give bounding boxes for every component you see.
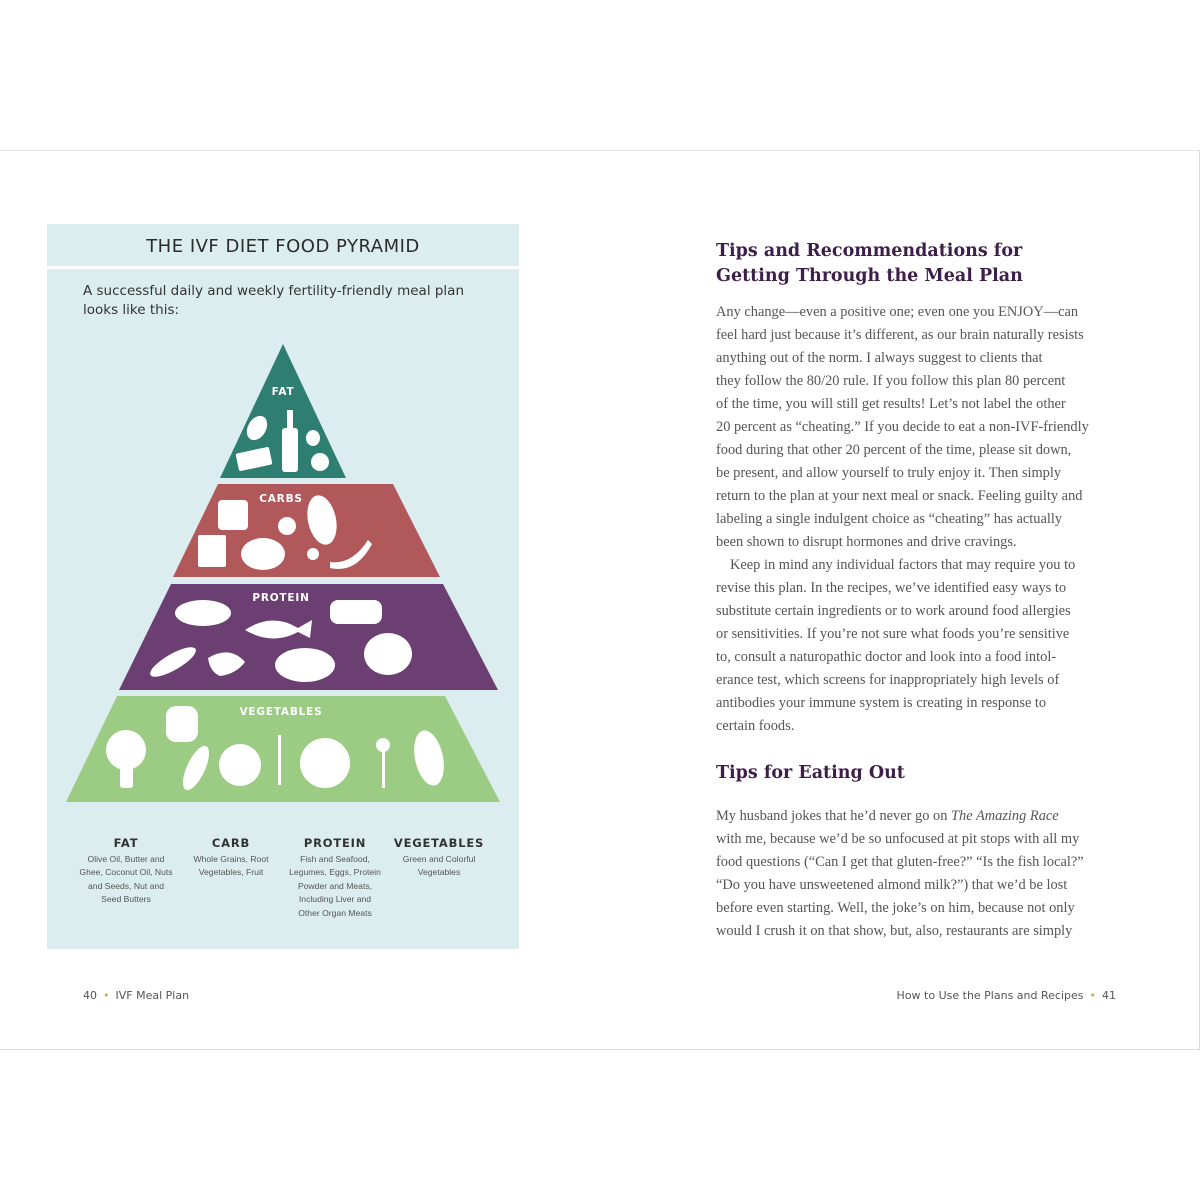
egg-carton-icon	[330, 600, 382, 624]
text-line: been shown to disrupt hormones and drive cravings.	[716, 534, 1017, 550]
section-heading-meal-plan	[716, 239, 1023, 289]
text-line: labeling a single indulgent choice as “cheating” has actually	[716, 511, 1063, 527]
text-line: return to the plan at your next meal or snack. Feeling guilty and	[716, 488, 1083, 504]
legend-carb	[183, 836, 279, 880]
text-line: be present, and allow yourself to truly enjoy it. Then simply	[716, 465, 1062, 481]
text-line: Keep in mind any individual factors that may require you to	[730, 557, 1076, 573]
legend-line: Green and Colorful	[402, 854, 476, 864]
heading-line: Getting Through the Meal Plan	[716, 266, 1023, 286]
text-line: “Do you have unsweetened almond milk?”) that we’d be lost	[716, 877, 1068, 893]
text-line: or sensitivities. If you’re not sure what foods you’re sensitive	[716, 626, 1070, 642]
text-run: My husband jokes that he’d never go on	[716, 808, 952, 824]
legend-line: Seed Butters	[101, 894, 151, 905]
legend-line: Other Organ Meats	[298, 907, 372, 918]
tomato-icon	[219, 744, 261, 786]
text-line: food during that other 20 percent of the time, please sit down,	[716, 442, 1072, 458]
left-folio	[83, 989, 189, 1002]
parsley-leaf-icon	[376, 738, 390, 752]
folio-separator: •	[1089, 989, 1096, 1002]
running-head: How to Use the Plans and Recipes	[896, 989, 1084, 1002]
food-pyramid	[60, 340, 506, 810]
apple-icon	[278, 517, 296, 535]
text-line: substitute certain ingredients or to work around food allergies	[716, 603, 1071, 619]
flour-bag-icon	[198, 535, 226, 567]
legend-fat	[78, 836, 174, 907]
cabbage-icon	[300, 738, 350, 788]
herb-sprig-icon	[278, 735, 281, 785]
text-line: 20 percent as “cheating.” If you decide to eat a non-IVF-friendly	[716, 419, 1089, 435]
paragraph-meal-plan-1	[716, 301, 1120, 738]
running-head: IVF Meal Plan	[115, 989, 190, 1002]
legend-line: Whole Grains, Root	[193, 854, 269, 864]
legend-line: Fish and Seafood,	[300, 854, 370, 864]
text-line: antibodies your immune system is creating in response to	[716, 695, 1047, 711]
walnut-icon	[306, 430, 320, 446]
text-line: food questions (“Can I get that gluten-free?” “Is the fish local?”	[716, 854, 1084, 870]
pumpkin-icon	[241, 538, 285, 570]
text-line: Any change—even a positive one; even one you ENJOY—can	[716, 304, 1079, 320]
right-folio	[897, 989, 1116, 1002]
legend-line: Including Liver and	[298, 894, 372, 905]
panel-divider	[47, 266, 519, 269]
text-line: to, consult a naturopathic doctor and look into a food intol-	[716, 649, 1057, 665]
legend-heading: PROTEIN	[303, 836, 367, 850]
seed-icon	[311, 453, 329, 471]
radish-icon	[307, 548, 319, 560]
oil-bottle-icon	[282, 428, 298, 472]
chicken-icon	[275, 648, 335, 682]
bread-icon	[218, 500, 248, 530]
tier-label-protein: PROTEIN	[252, 592, 310, 604]
bell-pepper-icon	[166, 706, 198, 742]
legend-heading: FAT	[113, 836, 139, 850]
legend-line: Vegetables	[417, 867, 461, 878]
legend-line: Powder and Meats,	[297, 880, 373, 891]
legend-vegetables	[389, 836, 489, 880]
legend-protein	[287, 836, 383, 920]
legend-heading: VEGETABLES	[393, 836, 485, 850]
panel-title: THE IVF DIET FOOD PYRAMID	[146, 236, 420, 257]
text-line: before even starting. Well, the joke’s on him, because not only	[716, 900, 1075, 916]
tier-label-carbs: CARBS	[259, 493, 303, 505]
legend-line: Legumes, Eggs, Protein	[289, 867, 381, 878]
text-line: feel hard just because it’s different, as our brain naturally resists	[716, 327, 1084, 343]
legend-heading: CARB	[211, 836, 251, 850]
ham-icon	[364, 633, 412, 675]
salmon-steak-icon	[175, 600, 231, 626]
tier-label-vegetables: VEGETABLES	[239, 706, 323, 718]
panel-intro	[83, 282, 483, 320]
text-line: would I crush it on that show, but, also, restaurants are simply	[716, 923, 1073, 939]
legend-line: Vegetables, Fruit	[198, 867, 264, 878]
paragraph-eating-out	[716, 805, 1120, 943]
text-line: erance test, which screens for inappropriately high levels of	[716, 672, 1060, 688]
section-heading-eating-out: Tips for Eating Out	[716, 763, 905, 783]
folio-separator: •	[103, 989, 110, 1002]
page-number: 41	[1102, 989, 1116, 1002]
broccoli-stem-icon	[120, 760, 133, 788]
intro-line: A successful daily and weekly fertility-friendly meal plan	[83, 283, 465, 299]
page-number: 40	[83, 989, 97, 1002]
text-line: they follow the 80/20 rule. If you follow this plan 80 percent	[716, 373, 1066, 389]
oil-bottle-neck-icon	[287, 410, 293, 430]
legend-line: Ghee, Coconut Oil, Nuts	[79, 867, 173, 878]
text-line	[716, 805, 1120, 828]
text-line: with me, because we’d be so unfocused at pit stops with all my	[716, 831, 1080, 847]
text-line: of the time, you will still get results! Let’s not label the other	[716, 396, 1066, 412]
text-line: certain foods.	[716, 718, 795, 734]
text-line: anything out of the norm. I always suggest to clients that	[716, 350, 1043, 366]
legend-line: and Seeds, Nut and	[88, 880, 164, 891]
legend-line: Olive Oil, Butter and	[87, 854, 165, 864]
show-title: The Amazing Race	[951, 808, 1059, 824]
heading-line: Tips and Recommendations for	[716, 241, 1023, 261]
intro-line: looks like this:	[83, 302, 180, 318]
text-line: revise this plan. In the recipes, we’ve identified easy ways to	[716, 580, 1067, 596]
tier-label-fat: FAT	[271, 386, 295, 398]
